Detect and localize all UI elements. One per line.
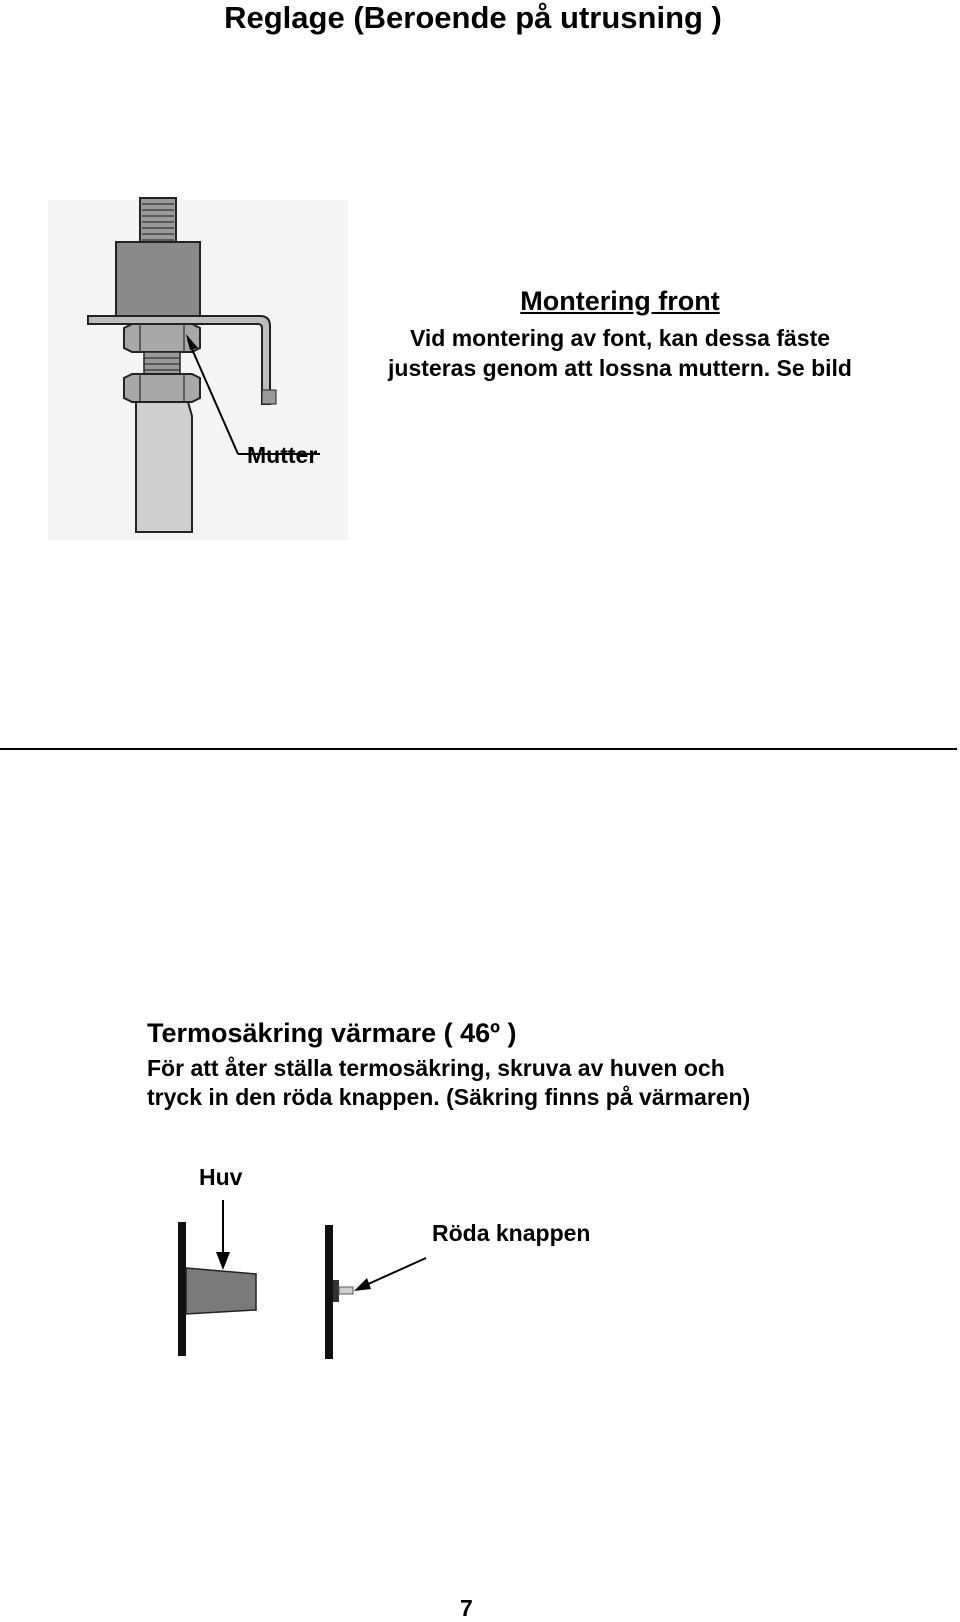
- page-title: Reglage (Beroende på utrusning ): [224, 0, 722, 35]
- thermal-fuse-line-1: För att åter ställa termosäkring, skruva av huven och: [147, 1055, 725, 1081]
- thermal-fuse-illustration: [160, 1190, 460, 1370]
- cap-label: Huv: [199, 1164, 243, 1190]
- red-button-label: Röda knappen: [432, 1220, 591, 1246]
- page-number: 7: [460, 1595, 473, 1621]
- mounting-line-1: Vid montering av font, kan dessa fäste: [409, 325, 831, 351]
- section-divider: [0, 748, 957, 750]
- nut-label: Mutter: [247, 442, 318, 468]
- thermal-fuse-line-2: tryck in den röda knappen. (Säkring finns på värmaren): [147, 1084, 751, 1110]
- mounting-line-2: justeras genom att lossna muttern. Se bild: [388, 355, 852, 381]
- mounting-heading: Montering front: [520, 286, 720, 316]
- thermal-fuse-description: [147, 1054, 750, 1112]
- mounting-description: [350, 323, 890, 383]
- mounting-bracket-illustration: [40, 190, 360, 550]
- thermal-fuse-heading: Termosäkring värmare ( 46º ): [147, 1018, 517, 1048]
